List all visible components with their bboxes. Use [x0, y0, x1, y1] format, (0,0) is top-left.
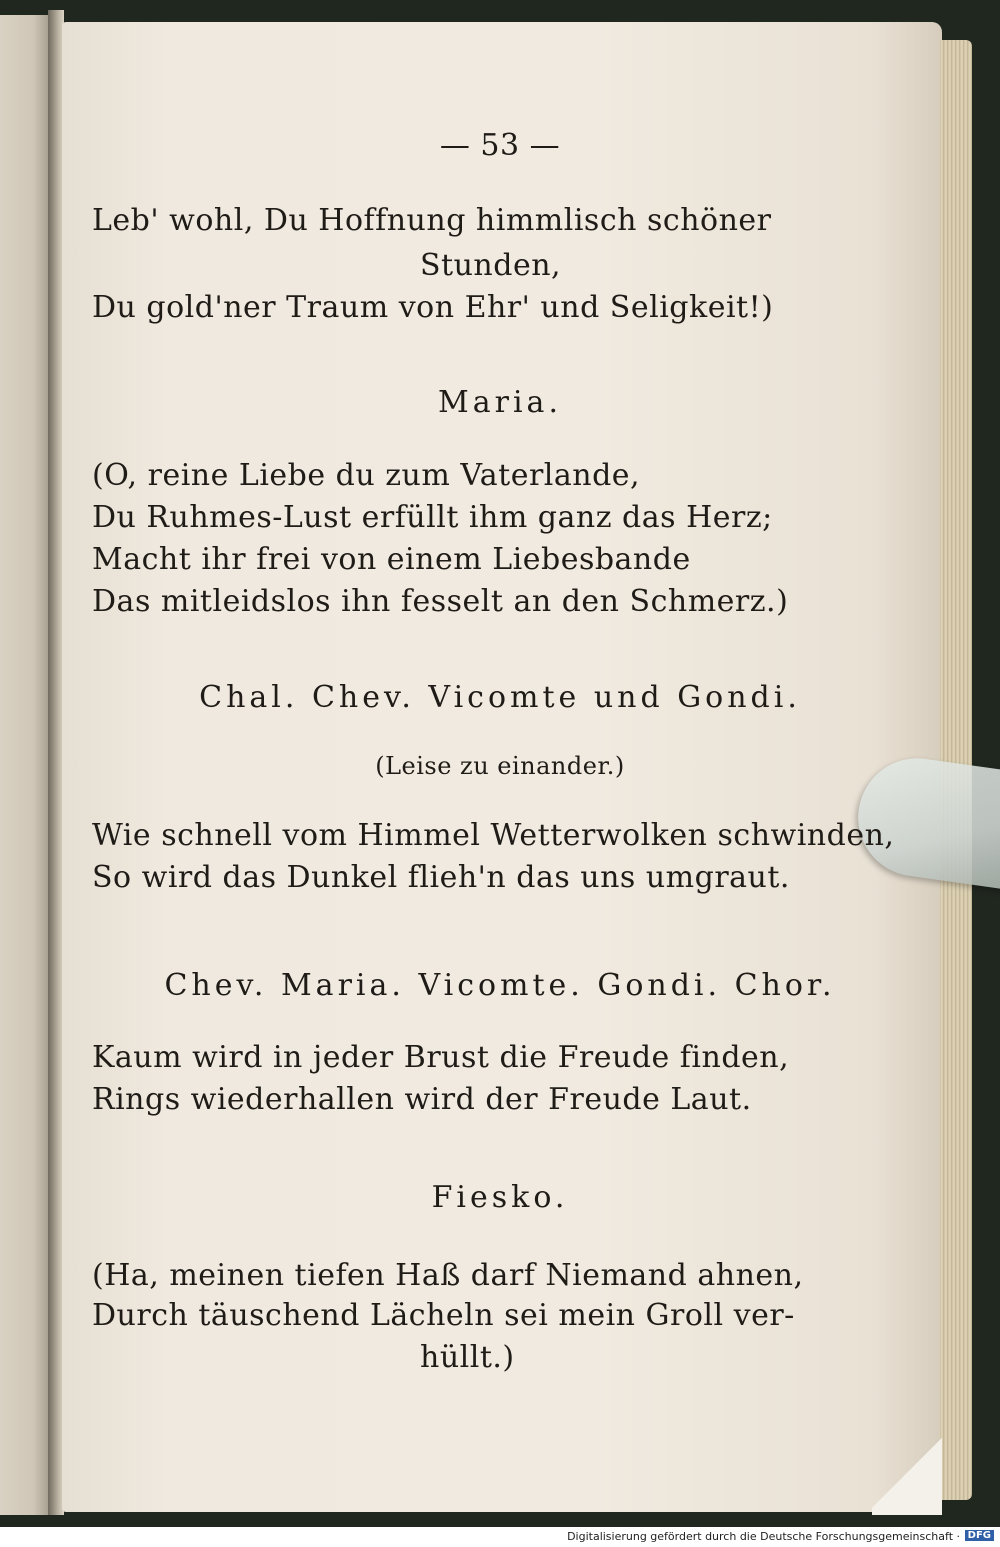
digitization-footer	[0, 1527, 1000, 1547]
dfg-logo: DFG	[965, 1530, 994, 1541]
verse-line: Rings wiederhallen wird der Freude Laut.	[92, 1082, 752, 1117]
footer-credit: Digitalisierung gefördert durch die Deutsche Forschungsgemeinschaft ·	[567, 1530, 960, 1543]
speaker-heading: Chev. Maria. Vicomte. Gondi. Chor.	[164, 968, 836, 1003]
verse-line: Wie schnell vom Himmel Wetterwolken schwinden,	[92, 818, 895, 853]
speaker-heading: Fiesko.	[431, 1180, 569, 1215]
verse-line: Durch täuschend Lächeln sei mein Groll ver-	[92, 1298, 795, 1333]
verse-line: Kaum wird in jeder Brust die Freude finden,	[92, 1040, 790, 1075]
verse-line: Macht ihr frei von einem Liebesbande	[92, 542, 691, 577]
verse-line: So wird das Dunkel flieh'n das uns umgraut.	[92, 860, 790, 895]
verse-line: Leb' wohl, Du Hoffnung himmlisch schöner	[92, 203, 772, 238]
verse-line: (O, reine Liebe du zum Vaterlande,	[92, 458, 641, 493]
page-number: — 53 —	[439, 128, 561, 163]
speaker-heading: Chal. Chev. Vicomte und Gondi.	[199, 680, 801, 715]
verse-line: Du Ruhmes-Lust erfüllt ihm ganz das Herz;	[92, 500, 773, 535]
verse-line: hüllt.)	[420, 1340, 515, 1375]
stage-direction: (Leise zu einander.)	[375, 752, 625, 780]
speaker-heading: Maria.	[438, 385, 562, 420]
verse-line: Du gold'ner Traum von Ehr' und Seligkeit!)	[92, 290, 774, 325]
verse-line: Stunden,	[420, 248, 562, 283]
verse-line: Das mitleidslos ihn fesselt an den Schmerz.)	[92, 584, 789, 619]
verse-line: (Ha, meinen tiefen Haß darf Niemand ahnen,	[92, 1258, 804, 1293]
